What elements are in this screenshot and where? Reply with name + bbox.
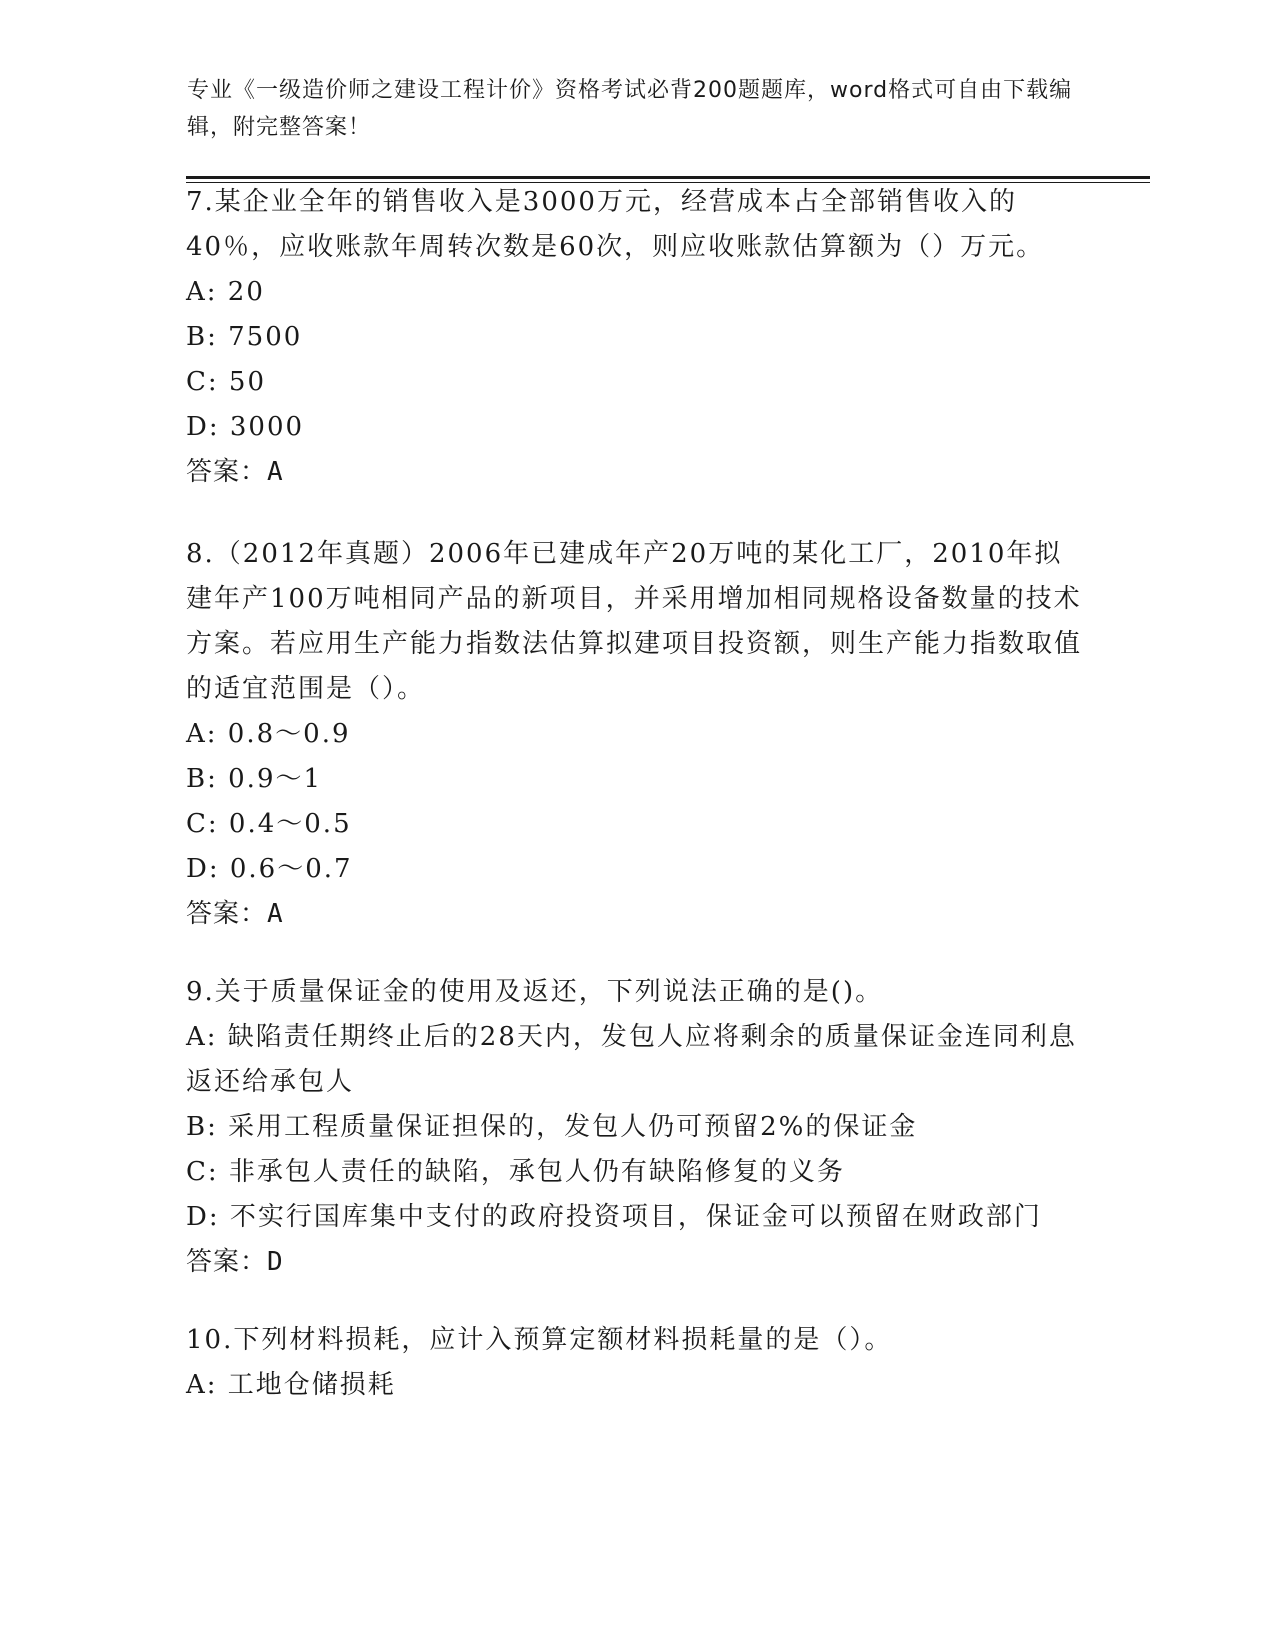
option-a: A: 缺陷责任期终止后的28天内，发包人应将剩余的质量保证金连同利息返还给承包人 — [186, 1022, 1077, 1097]
answer-line — [186, 892, 1086, 937]
answer-value: A — [267, 899, 284, 929]
answer-label: 答案： — [186, 1247, 268, 1277]
option-b: B: 7500 — [186, 322, 303, 352]
answer-line — [186, 1240, 1086, 1285]
answer-value: D — [267, 1247, 284, 1277]
question-9 — [186, 970, 1086, 1285]
question-stem: 10.下列材料损耗，应计入预算定额材料损耗量的是（）。 — [186, 1325, 893, 1355]
option-d: D: 不实行国库集中支付的政府投资项目，保证金可以预留在财政部门 — [186, 1202, 1042, 1232]
question-stem: 9.关于质量保证金的使用及返还，下列说法正确的是()。 — [186, 977, 884, 1007]
option-d: D: 0.6～0.7 — [186, 854, 353, 884]
document-header: 专业《一级造价师之建设工程计价》资格考试必背200题题库，word格式可自由下载编辑，附完整答案！ — [187, 78, 1073, 140]
option-a: A: 0.8～0.9 — [186, 719, 351, 749]
option-d: D: 3000 — [186, 412, 305, 442]
answer-label: 答案： — [186, 457, 268, 487]
question-stem: 8.（2012年真题）2006年已建成年产20万吨的某化工厂，2010年拟建年产100万吨相同产品的新项目，并采用增加相同规格设备数量的技术方案。若应用生产能力指数法估算拟建项目投资额，则生产能力指数取值的适宜范围是（）。 — [186, 539, 1083, 704]
answer-value: A — [267, 457, 284, 487]
header-rule-thick — [186, 176, 1150, 179]
question-stem: 7.某企业全年的销售收入是3000万元，经营成本占全部销售收入的40％，应收账款年周转次数是60次，则应收账款估算额为（）万元。 — [186, 187, 1045, 262]
option-b: B: 采用工程质量保证担保的，发包人仍可预留2%的保证金 — [186, 1112, 918, 1142]
answer-line — [186, 450, 1086, 495]
question-8 — [186, 532, 1086, 937]
option-b: B: 0.9～1 — [186, 764, 323, 794]
option-a: A: 20 — [186, 277, 265, 307]
option-c: C: 50 — [186, 367, 267, 397]
question-7 — [186, 180, 1086, 495]
option-c: C: 非承包人责任的缺陷，承包人仍有缺陷修复的义务 — [186, 1157, 845, 1187]
answer-label: 答案： — [186, 899, 268, 929]
option-c: C: 0.4～0.5 — [186, 809, 352, 839]
option-a: A: 工地仓储损耗 — [186, 1370, 396, 1400]
question-10 — [186, 1318, 1086, 1408]
